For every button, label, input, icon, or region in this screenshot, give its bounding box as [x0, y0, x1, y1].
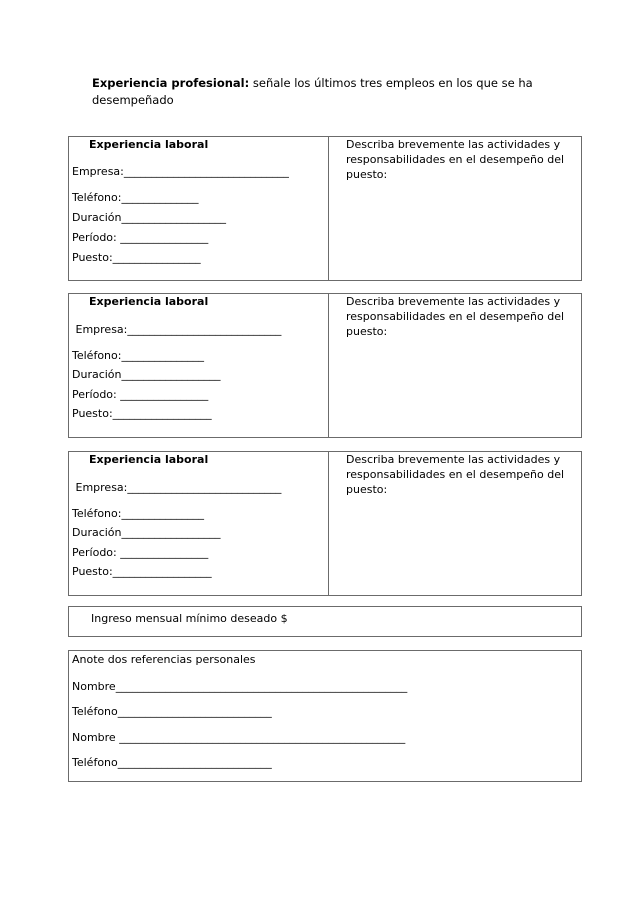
duration-field[interactable]: Duración__________________: [72, 368, 221, 381]
company-field[interactable]: Empresa:____________________________: [72, 323, 282, 336]
references-box: [68, 650, 582, 782]
period-field[interactable]: Período: ________________: [72, 546, 209, 559]
duration-field[interactable]: Duración___________________: [72, 211, 227, 224]
period-field[interactable]: Período: ________________: [72, 388, 209, 401]
phone-field[interactable]: Teléfono:______________: [72, 191, 199, 204]
position-field[interactable]: Puesto:__________________: [72, 565, 212, 578]
section-intro: [92, 75, 572, 109]
phone-field[interactable]: Teléfono:_______________: [72, 349, 204, 362]
period-field[interactable]: Período: ________________: [72, 231, 209, 244]
column-divider: [328, 137, 329, 280]
job-experience-box-3: [68, 451, 582, 596]
position-field[interactable]: Puesto:________________: [72, 251, 201, 264]
section-title: Experiencia profesional:: [92, 76, 250, 90]
reference-phone-field-2[interactable]: Teléfono____________________________: [72, 756, 272, 769]
reference-name-field-2[interactable]: Nombre ____________________________________________________: [72, 731, 406, 744]
job-heading: Experiencia laboral: [89, 295, 209, 308]
phone-field[interactable]: Teléfono:_______________: [72, 507, 204, 520]
column-divider: [328, 452, 329, 595]
reference-phone-field-1[interactable]: Teléfono____________________________: [72, 705, 272, 718]
activities-description-field[interactable]: Describa brevemente las actividades y responsabilidades en el desempeño del puesto:: [346, 453, 565, 496]
company-field[interactable]: Empresa:____________________________: [72, 481, 282, 494]
references-title: Anote dos referencias personales: [72, 653, 256, 666]
company-field[interactable]: Empresa:______________________________: [72, 165, 289, 178]
reference-name-field-1[interactable]: Nombre_____________________________________________________: [72, 680, 408, 693]
job-heading: Experiencia laboral: [89, 453, 209, 466]
activities-description-field[interactable]: Describa brevemente las actividades y responsabilidades en el desempeño del puesto:: [346, 138, 565, 181]
job-experience-box-1: [68, 136, 582, 281]
job-heading: Experiencia laboral: [89, 138, 209, 151]
desired-wage-box: [68, 606, 582, 637]
section-instruction: señale los últimos tres empleos en los que se ha desempeñado: [92, 76, 533, 107]
position-field[interactable]: Puesto:__________________: [72, 407, 212, 420]
desired-wage-field[interactable]: Ingreso mensual mínimo deseado $: [91, 612, 288, 625]
activities-description-field[interactable]: Describa brevemente las actividades y responsabilidades en el desempeño del puesto:: [346, 295, 565, 338]
column-divider: [328, 294, 329, 437]
duration-field[interactable]: Duración__________________: [72, 526, 221, 539]
job-experience-box-2: [68, 293, 582, 438]
